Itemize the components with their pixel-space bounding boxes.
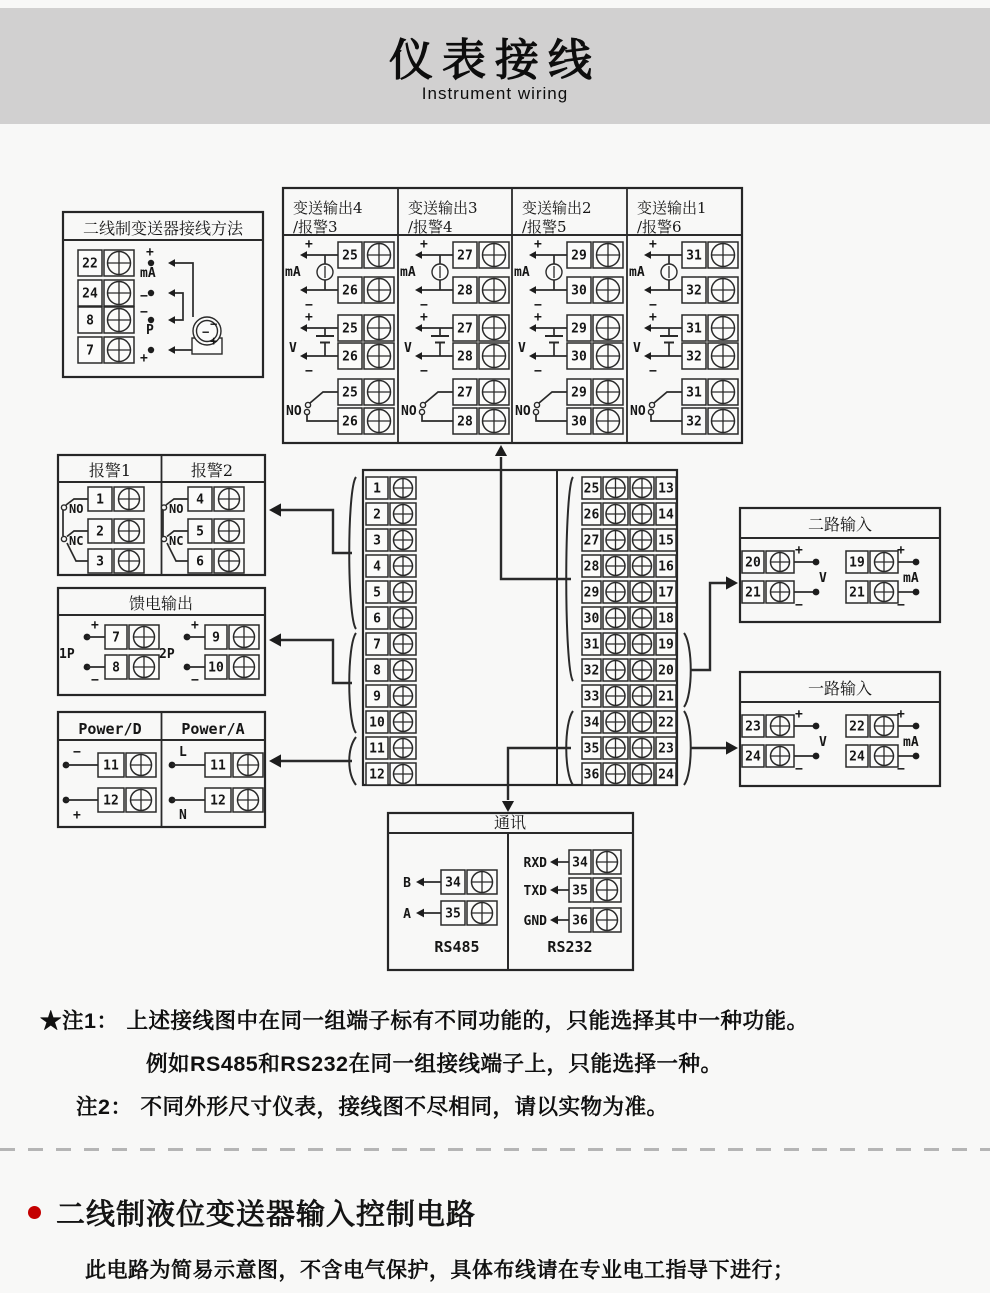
diagram-label: + (91, 618, 99, 633)
diagram-label: 报警1 (88, 461, 132, 480)
diagram-label: 17 (658, 585, 674, 601)
arrowhead-icon (726, 576, 738, 589)
arrowhead-icon (300, 251, 307, 259)
diagram-label: /报警4 (408, 218, 453, 236)
arrowhead-icon (550, 916, 558, 925)
diagram-label: GND (523, 914, 547, 929)
diagram-label: − (420, 298, 428, 313)
diagram-label: 27 (583, 533, 600, 549)
arrowhead-icon (415, 324, 422, 332)
wiring-diagram (0, 124, 990, 1004)
feed-output-box (58, 588, 265, 695)
diagram-label: V (289, 341, 297, 356)
diagram-label: + (305, 310, 313, 325)
diagram-label: 1 (96, 492, 104, 508)
diagram-label: 24 (745, 749, 761, 765)
arrowhead-icon (550, 886, 558, 895)
arrowhead-icon (502, 801, 514, 812)
diagram-label: mA (140, 266, 156, 281)
diagram-label: mA (514, 265, 530, 280)
diagram-label: − (534, 364, 542, 379)
arrowhead-icon (550, 858, 558, 867)
diagram-label: 32 (686, 349, 702, 365)
diagram-label: 26 (342, 283, 358, 299)
diagram-label: 11 (210, 758, 226, 774)
diagram-label: 11 (369, 741, 385, 757)
diagram-label: 31 (583, 637, 600, 653)
arrowhead-icon (726, 741, 738, 754)
diagram-label: 32 (583, 663, 600, 679)
arrowhead-icon (415, 286, 422, 294)
wire (425, 392, 453, 403)
diagram-label: 馈电输出 (128, 594, 194, 613)
wire (310, 392, 338, 403)
junction-dot (913, 559, 920, 566)
diagram-label: 28 (583, 559, 600, 575)
note1-text: 上述接线图中在同一组端子标有不同功能的，只能选择其中一种功能。 (126, 1009, 809, 1033)
wire (175, 263, 193, 317)
diagram-label: V (633, 341, 641, 356)
diagram-label: 4 (196, 492, 204, 508)
diagram-label: + (897, 707, 905, 722)
diagram-label: 8 (86, 313, 94, 329)
contact-circle (161, 505, 166, 510)
diagram-label: − (73, 745, 81, 760)
diagram-label: NO (169, 502, 184, 516)
arrowhead-icon (644, 324, 651, 332)
diagram-label: 10 (208, 660, 224, 676)
diagram-label: − (91, 673, 99, 688)
wire (281, 640, 352, 683)
diagram-label: + (73, 808, 81, 823)
diagram-label: − (795, 598, 803, 613)
diagram-label: mA (285, 265, 301, 280)
diagram-label: V (518, 341, 526, 356)
section-divider (0, 1148, 990, 1151)
diagram-label: 34 (583, 715, 600, 731)
note2-prefix: 注2： (76, 1094, 133, 1119)
diagram-label: + (210, 334, 218, 348)
diagram-label: + (534, 310, 542, 325)
wire (654, 392, 682, 403)
diagram-label: − (305, 364, 313, 379)
bottom-heading-row (28, 1192, 476, 1233)
contact-circle (161, 536, 166, 541)
arrowhead-icon (529, 352, 536, 360)
junction-dot (913, 723, 920, 730)
diagram-label: /报警3 (293, 218, 338, 236)
note1-line1 (40, 1008, 975, 1035)
diagram-label: 24 (82, 286, 98, 302)
diagram-label: 27 (457, 385, 473, 401)
diagram-label: 4 (373, 559, 381, 575)
diagram-label: 28 (457, 283, 473, 299)
junction-dot (813, 559, 820, 566)
diagram-label: 33 (583, 689, 600, 705)
diagram-label: 21 (745, 585, 761, 601)
diagram-label: 变送输出2 (522, 199, 592, 217)
diagram-label: 35 (445, 906, 461, 922)
diagram-label: 24 (849, 749, 865, 765)
diagram-label: + (897, 543, 905, 558)
wire (539, 392, 567, 403)
contact-circle (304, 409, 309, 414)
arrowhead-icon (529, 324, 536, 332)
diagram-label: A (403, 907, 411, 922)
wire (684, 633, 691, 707)
junction-dot (813, 723, 820, 730)
wire (281, 510, 352, 553)
diagram-label: − (649, 364, 657, 379)
diagram-label: /报警5 (522, 218, 567, 236)
diagram-label: 一路输入 (807, 679, 873, 698)
junction-dot (148, 290, 154, 296)
wire (422, 415, 453, 421)
diagram-label: − (649, 298, 657, 313)
wire (175, 293, 183, 320)
diagram-label: 31 (686, 321, 702, 337)
diagram-label: 30 (571, 349, 587, 365)
diagram-label: 1P (59, 647, 75, 662)
diagram-label: 二线制变送器接线方法 (82, 219, 244, 238)
diagram-label: 3 (96, 554, 104, 570)
diagram-label: NO (630, 404, 646, 419)
diagram-label: RS485 (434, 938, 480, 956)
diagram-label: NO (515, 404, 531, 419)
arrowhead-icon (415, 251, 422, 259)
arrowhead-icon (168, 289, 175, 297)
diagram-label: 24 (658, 767, 674, 783)
power-box (58, 712, 265, 827)
note2-line (76, 1094, 975, 1121)
diagram-label: 35 (583, 741, 600, 757)
junction-dot (813, 589, 820, 596)
diagram-label: + (649, 310, 657, 325)
diagram-label: 25 (342, 385, 358, 401)
diagram-label: − (897, 598, 905, 613)
diagram-label: 8 (112, 660, 120, 676)
diagram-label: 27 (457, 248, 473, 264)
diagram-label: 15 (658, 533, 674, 549)
diagram-label: 7 (373, 637, 381, 653)
diagram-label: 6 (196, 554, 204, 570)
diagram-label: 19 (849, 555, 865, 571)
arrowhead-icon (168, 259, 175, 267)
arrowhead-icon (416, 909, 424, 918)
diagram-label: 2 (373, 507, 381, 523)
diagram-label: 12 (103, 793, 119, 809)
central-terminal-block (349, 470, 691, 785)
diagram-label: + (191, 618, 199, 633)
method-box (63, 212, 263, 377)
contact-circle (305, 402, 310, 407)
diagram-label: mA (629, 265, 645, 280)
input-box-channel1 (740, 672, 940, 786)
diagram-label: + (795, 543, 803, 558)
contact-circle (420, 402, 425, 407)
arrowhead-icon (416, 878, 424, 887)
contact-circle (649, 402, 654, 407)
diagram-label: 31 (686, 248, 702, 264)
note1-line2: 例如RS485和RS232在同一组接线端子上，只能选择一种。 (146, 1051, 723, 1076)
contact-circle (534, 402, 539, 407)
diagram-label: P (146, 323, 154, 338)
arrowhead-icon (269, 633, 281, 646)
diagram-label: V (819, 571, 827, 586)
diagram-label: 通讯 (493, 813, 527, 832)
diagram-label: 2 (96, 524, 104, 540)
diagram-label: RXD (523, 856, 547, 871)
diagram-label: 22 (82, 256, 98, 272)
diagram-label: 30 (583, 611, 600, 627)
arrowhead-icon (168, 346, 175, 354)
contact-circle (648, 409, 653, 414)
diagram-label: mA (400, 265, 416, 280)
diagram-label: 13 (658, 481, 674, 497)
note2-text: 不同外形尺寸仪表，接线图不尽相同，请以实物为准。 (140, 1094, 669, 1119)
diagram-label: 22 (849, 719, 865, 735)
arrowhead-icon (300, 324, 307, 332)
diagram-label: − (795, 762, 803, 777)
diagram-label: 36 (572, 913, 588, 929)
diagram-label: V (404, 341, 412, 356)
arrowhead-icon (644, 286, 651, 294)
input-box-channel2 (740, 508, 940, 622)
diagram-label: Power/D (78, 720, 142, 738)
diagram-label: B (403, 876, 411, 891)
diagram-label: NO (69, 502, 84, 516)
contact-circle (533, 409, 538, 414)
diagram-label: 8 (373, 663, 381, 679)
diagram-label: 31 (686, 385, 702, 401)
diagram-label: 29 (571, 385, 587, 401)
diagram-label: 3 (373, 533, 381, 549)
diagram-label: − (534, 298, 542, 313)
diagram-label: 34 (572, 855, 588, 871)
diagram-label: RS232 (547, 938, 593, 956)
diagram-label: 变送输出1 (637, 199, 707, 217)
diagram-label: 22 (658, 715, 674, 731)
diagram-label: NO (286, 404, 302, 419)
diagram-label: 20 (745, 555, 761, 571)
arrowhead-icon (495, 445, 507, 456)
diagram-label: NC (169, 534, 184, 548)
diagram-label: + (420, 237, 428, 252)
diagram-label: 11 (103, 758, 119, 774)
junction-dot (813, 753, 820, 760)
diagram-label: /报警6 (637, 218, 682, 236)
diagram-label: 7 (86, 343, 94, 359)
diagram-label: 30 (571, 283, 587, 299)
diagram-label: 26 (342, 414, 358, 430)
diagram-label: 9 (212, 630, 220, 646)
transmit-output-panel (283, 188, 742, 443)
diagram-label: 29 (571, 248, 587, 264)
diagram-label: 35 (572, 883, 588, 899)
arrowhead-icon (300, 352, 307, 360)
wire (508, 748, 571, 800)
wire (307, 415, 338, 421)
contact-circle (61, 505, 66, 510)
diagram-label: 26 (583, 507, 600, 523)
diagram-label: + (649, 237, 657, 252)
diagram-label: V (819, 735, 827, 750)
section-body: 此电路为简易示意图，不含电气保护，具体布线请在专业电工指导下进行； (85, 1259, 795, 1282)
diagram-label: − (140, 305, 148, 320)
arrowhead-icon (644, 251, 651, 259)
note1-prefix: ★注1： (40, 1009, 119, 1033)
diagram-label: 26 (342, 349, 358, 365)
diagram-label: 二路输入 (807, 515, 873, 534)
diagram-label: 21 (658, 689, 674, 705)
page-title: 仪表接线 (389, 36, 601, 85)
diagram-label: 5 (373, 585, 381, 601)
diagram-label: 21 (849, 585, 865, 601)
diagram-label: 28 (457, 414, 473, 430)
diagram-label: + (146, 245, 154, 260)
diagram-label: 29 (571, 321, 587, 337)
diagram-label: mA (903, 571, 919, 586)
diagram-label: 5 (196, 524, 204, 540)
diagram-label: 2P (159, 647, 175, 662)
arrowhead-icon (644, 352, 651, 360)
diagram-label: 28 (457, 349, 473, 365)
diagram-label: TXD (523, 884, 547, 899)
page-header (0, 8, 990, 124)
arrowhead-icon (269, 754, 281, 767)
arrowhead-icon (529, 286, 536, 294)
diagram-label: 27 (457, 321, 473, 337)
diagram-label: 25 (583, 481, 600, 497)
contact-circle (61, 536, 66, 541)
diagram-label: NO (401, 404, 417, 419)
diagram-label: 32 (686, 283, 702, 299)
diagram-label: + (795, 707, 803, 722)
diagram-label: 16 (658, 559, 674, 575)
diagram-label: − (191, 673, 199, 688)
diagram-label: + (140, 351, 148, 366)
diagram-label: 20 (658, 663, 674, 679)
arrowhead-icon (300, 286, 307, 294)
diagram-label: − (210, 317, 218, 331)
diagram-label: 12 (369, 767, 385, 783)
comm-box (388, 813, 633, 970)
diagram-label: 1 (373, 481, 381, 497)
diagram-label: − (897, 762, 905, 777)
diagram-label: − (305, 298, 313, 313)
diagram-label: 12 (210, 793, 226, 809)
diagram-label: + (534, 237, 542, 252)
junction-dot (913, 753, 920, 760)
diagram-label: 34 (445, 875, 461, 891)
page-subtitle: Instrument wiring (421, 84, 569, 103)
diagram-label: 32 (686, 414, 702, 430)
diagram-label: 18 (658, 611, 674, 627)
diagram-label: 14 (658, 507, 674, 523)
diagram-label: 变送输出3 (408, 199, 478, 217)
diagram-label: 6 (373, 611, 381, 627)
diagram-label: + (305, 237, 313, 252)
red-bullet-icon (28, 1206, 41, 1219)
diagram-label: 25 (342, 321, 358, 337)
diagram-label: NC (69, 534, 84, 548)
diagram-label: 19 (658, 637, 674, 653)
wire (501, 457, 571, 579)
diagram-label: 29 (583, 585, 600, 601)
diagram-label: Power/A (181, 720, 245, 738)
diagram-label: 36 (583, 767, 600, 783)
junction-dot (148, 347, 154, 353)
arrowhead-icon (415, 352, 422, 360)
wire (651, 415, 682, 421)
diagram-label: 30 (571, 414, 587, 430)
alarm-box (58, 455, 265, 575)
notes (40, 1008, 975, 1137)
diagram-label: 23 (658, 741, 674, 757)
arrowhead-icon (529, 251, 536, 259)
diagram-label: + (420, 310, 428, 325)
section-heading: 二线制液位变送器输入控制电路 (56, 1199, 477, 1231)
diagram-label: 10 (369, 715, 385, 731)
wire (536, 415, 567, 421)
diagram-label: − (140, 289, 148, 304)
arrowhead-icon (168, 316, 175, 324)
diagram-label: mA (903, 735, 919, 750)
wire (684, 711, 691, 785)
diagram-label: 变送输出4 (293, 199, 363, 217)
diagram-label: 9 (373, 689, 381, 705)
arrowhead-icon (269, 503, 281, 516)
diagram-label: N (179, 808, 187, 823)
diagram-label: − (420, 364, 428, 379)
diagram-label: 7 (112, 630, 120, 646)
wire (690, 583, 726, 670)
diagram-label: 报警2 (190, 461, 234, 480)
junction-dot (913, 589, 920, 596)
diagram-label: 25 (342, 248, 358, 264)
diagram-label: L (179, 745, 187, 760)
diagram-label: − (202, 325, 210, 339)
contact-circle (419, 409, 424, 414)
diagram-label: 23 (745, 719, 761, 735)
